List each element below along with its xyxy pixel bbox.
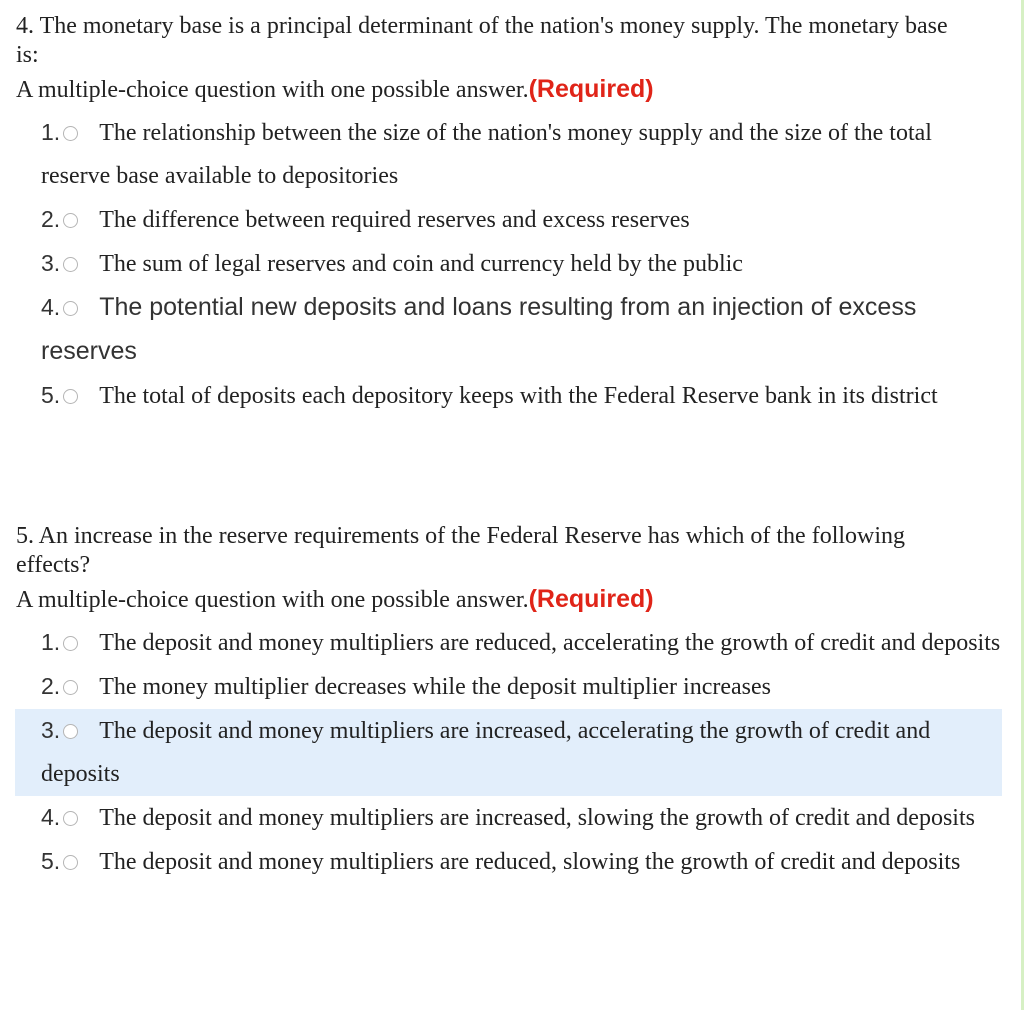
required-badge: (Required)	[528, 75, 654, 103]
answer-option[interactable]	[15, 621, 1002, 665]
option-text: The money multiplier decreases while the deposit multiplier increases	[99, 674, 771, 700]
option-number: 3.	[41, 250, 61, 276]
radio-button[interactable]	[63, 680, 78, 695]
option-text: The difference between required reserves and excess reserves	[99, 207, 690, 233]
question-title: 4. The monetary base is a principal determinant of the nation's money supply. The monetary base is:	[16, 13, 948, 68]
option-number: 3.	[41, 717, 61, 743]
option-number: 4.	[41, 804, 61, 830]
option-number: 1.	[41, 119, 61, 145]
option-number: 5.	[41, 848, 61, 874]
radio-button[interactable]	[63, 855, 78, 870]
option-number: 1.	[41, 629, 61, 655]
option-text: The potential new deposits and loans resulting from an injection of excess reserves	[41, 293, 917, 365]
answer-option-hovered[interactable]	[15, 709, 1002, 796]
answer-option[interactable]	[15, 796, 1002, 840]
answer-option[interactable]	[15, 286, 1002, 374]
answer-option[interactable]	[15, 665, 1002, 709]
question-5	[0, 522, 1010, 884]
option-text: The relationship between the size of the nation's money supply and the size of the total reserve base available to depositories	[41, 120, 932, 189]
radio-button[interactable]	[63, 126, 78, 141]
question-title: 5. An increase in the reserve requirements of the Federal Reserve has which of the following effects?	[16, 523, 906, 578]
option-number: 2.	[41, 206, 61, 232]
option-text: The sum of legal reserves and coin and currency held by the public	[99, 251, 743, 277]
radio-button[interactable]	[63, 636, 78, 651]
radio-button[interactable]	[63, 213, 78, 228]
radio-button[interactable]	[63, 301, 78, 316]
answer-option[interactable]	[15, 198, 1002, 242]
option-text: The total of deposits each depository keeps with the Federal Reserve bank in its district	[99, 383, 938, 409]
option-number: 4.	[41, 294, 61, 320]
answer-option[interactable]	[15, 242, 1002, 286]
option-number: 5.	[41, 382, 61, 408]
required-badge: (Required)	[528, 585, 654, 613]
option-text: The deposit and money multipliers are reduced, accelerating the growth of credit and deposits	[99, 630, 1001, 656]
radio-button[interactable]	[63, 724, 78, 739]
option-text: The deposit and money multipliers are increased, slowing the growth of credit and deposits	[99, 805, 975, 831]
answer-option[interactable]	[15, 374, 1002, 418]
radio-button[interactable]	[63, 389, 78, 404]
option-text: The deposit and money multipliers are increased, accelerating the growth of credit and deposits	[41, 718, 931, 787]
option-text: The deposit and money multipliers are reduced, slowing the growth of credit and deposits	[99, 849, 961, 875]
radio-button[interactable]	[63, 811, 78, 826]
question-type-label: A multiple-choice question with one possible answer.	[16, 77, 529, 103]
question-type	[16, 584, 1010, 615]
answer-option[interactable]	[15, 840, 1002, 884]
question-4	[0, 12, 1010, 418]
option-number: 2.	[41, 673, 61, 699]
answer-option[interactable]	[15, 111, 1002, 198]
question-type-label: A multiple-choice question with one possible answer.	[16, 587, 529, 613]
question-type	[16, 74, 1010, 105]
radio-button[interactable]	[63, 257, 78, 272]
